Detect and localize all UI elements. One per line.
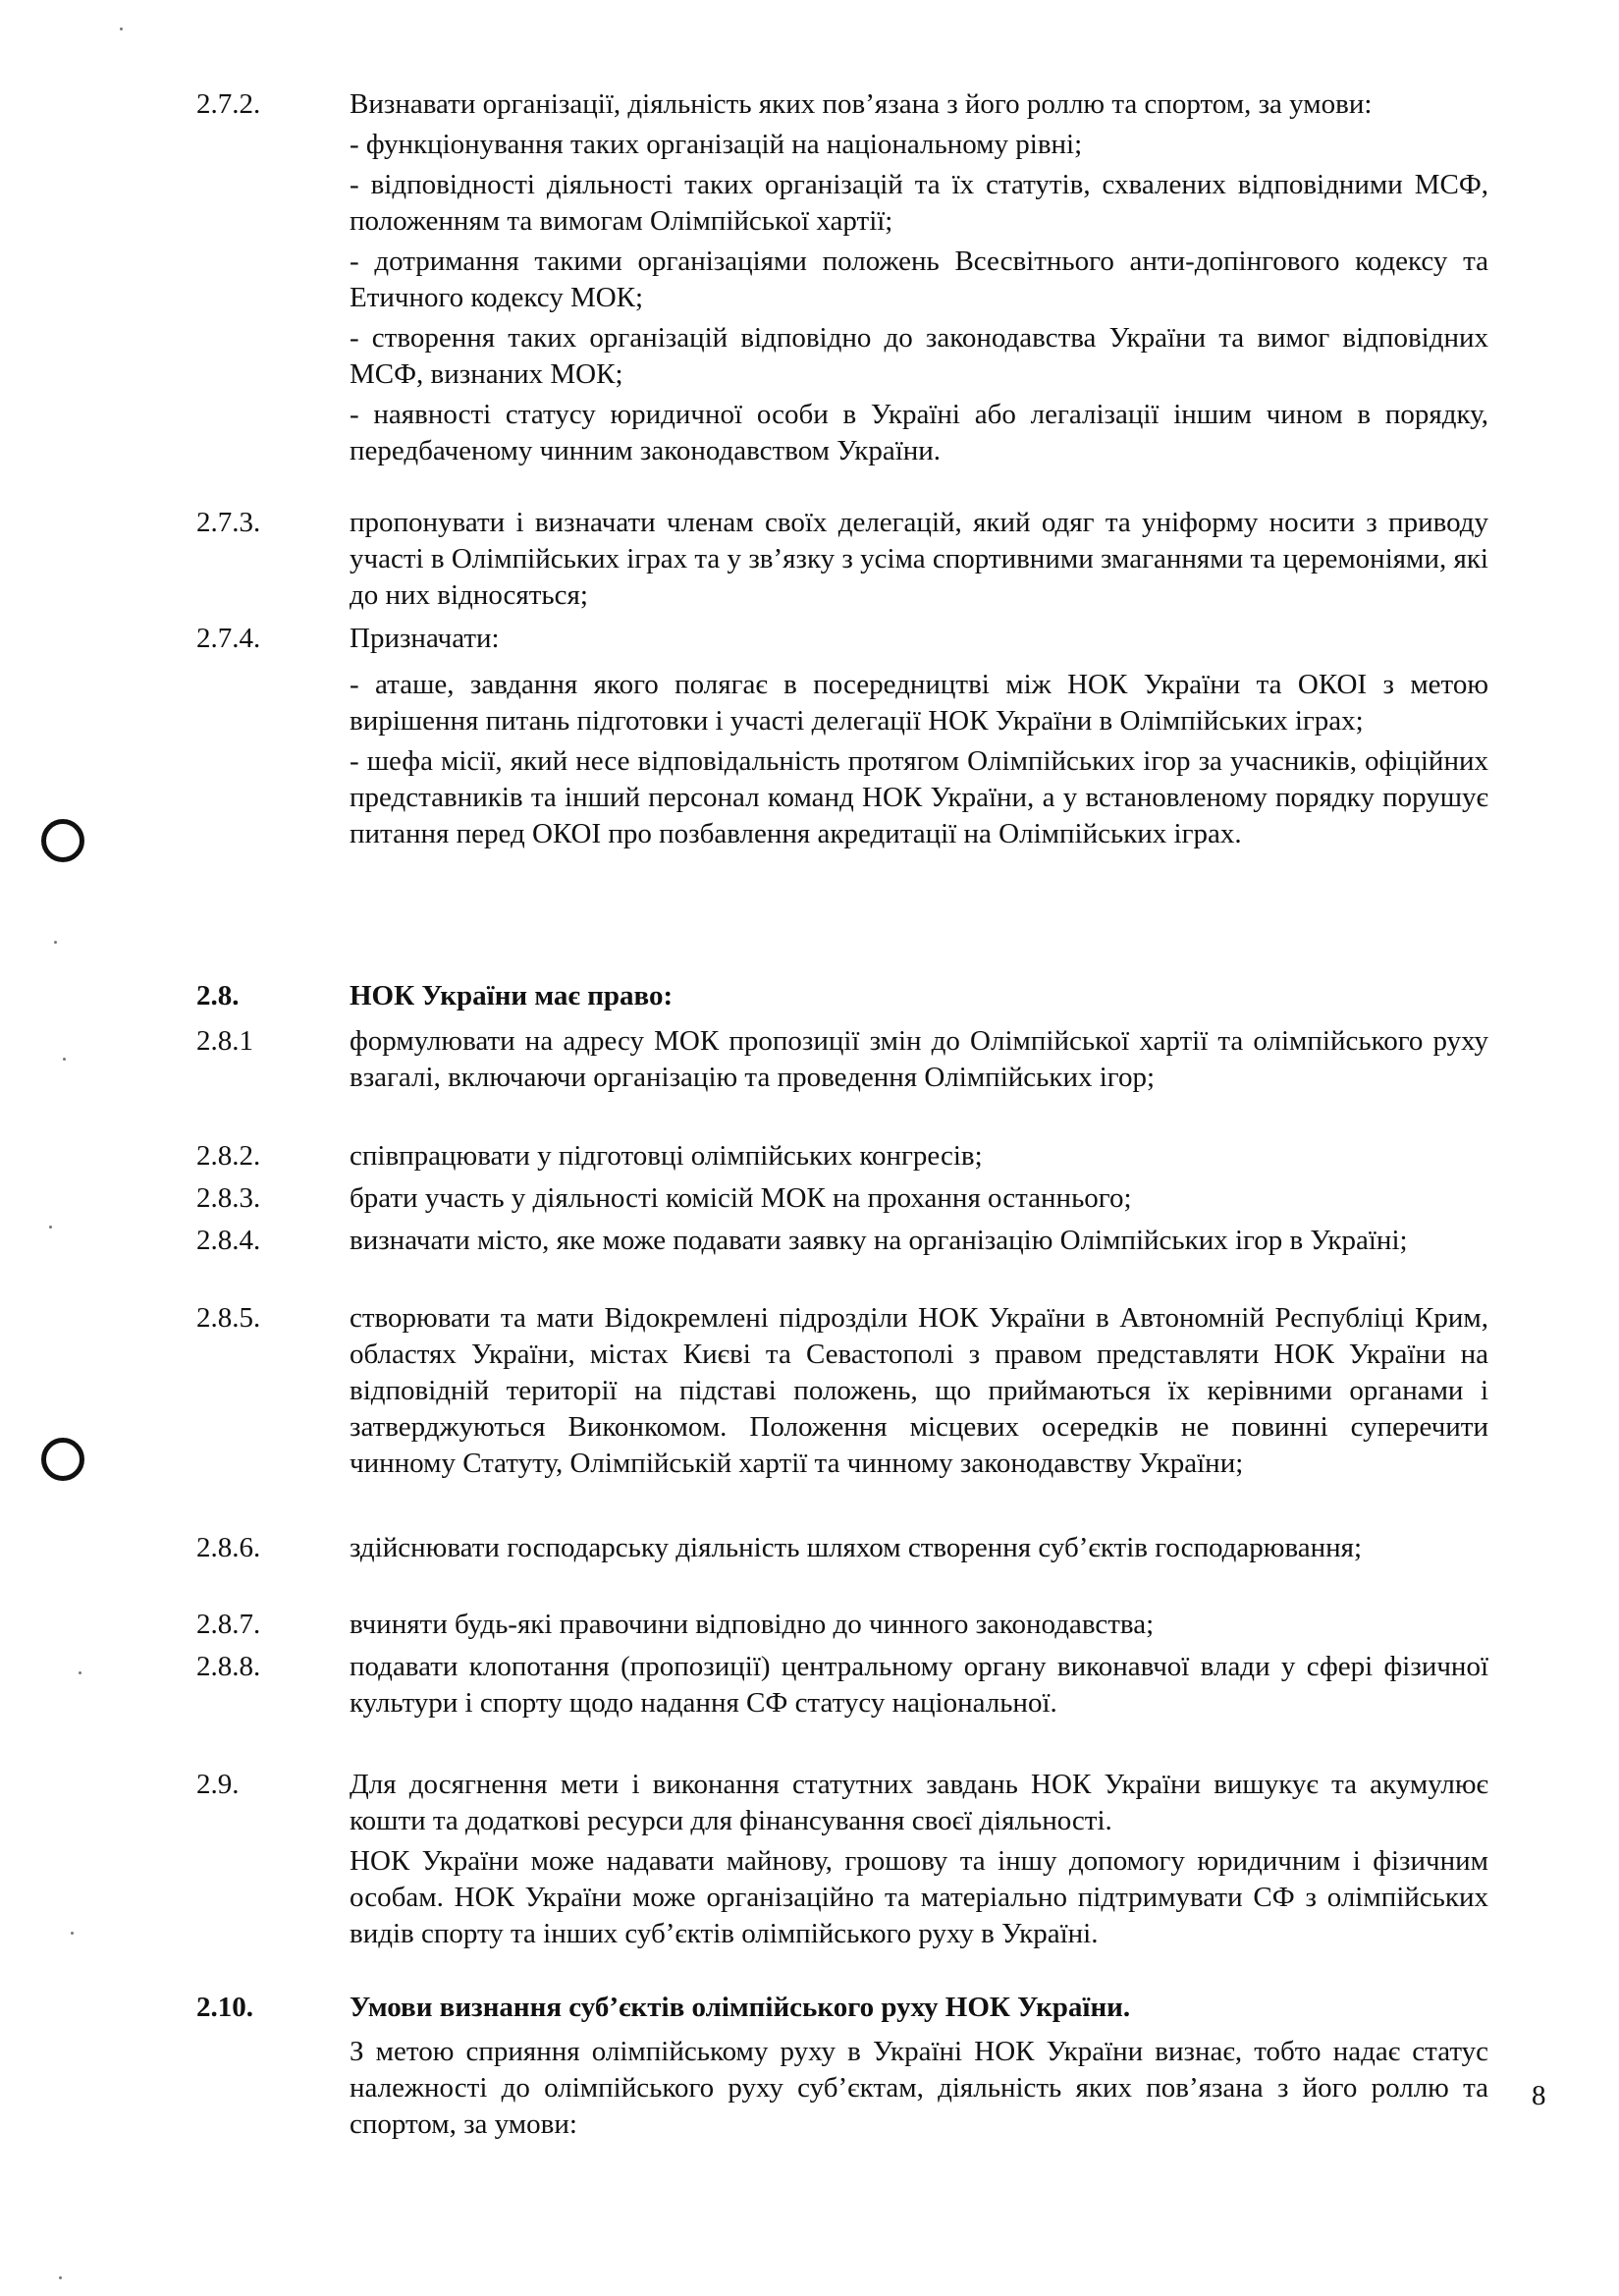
section-text: визначати місто, яке може подавати заявку на організацію Олімпійських ігор в Україні; bbox=[350, 1225, 1408, 1256]
binder-hole-top bbox=[41, 819, 84, 862]
paragraph: Для досягнення мети і виконання статутних завдань НОК України вишукує та акумулює кошти та додаткові ресурси для фінансування своєї діяльності. bbox=[350, 1769, 1488, 1836]
section-text bbox=[350, 1767, 1488, 1956]
section-text bbox=[350, 1990, 1488, 2147]
section-text: співпрацювати у підготовці олімпійських конгресів; bbox=[350, 1140, 983, 1172]
section-text: вчиняти будь-які правочини відповідно до чинного законодавства; bbox=[350, 1609, 1155, 1640]
paragraph: - дотримання такими організаціями положень Всесвітнього анти-допінгового кодексу та Етичного кодексу МОК; bbox=[350, 246, 1488, 313]
scan-speck bbox=[49, 1226, 52, 1229]
section-number: 2.8.8. bbox=[196, 1651, 261, 1682]
section-number: 2.8.3. bbox=[196, 1182, 261, 1214]
scan-speck bbox=[120, 27, 123, 30]
paragraph: пропонувати і визначати членам своїх делегацій, який одяг та уніформу носити з приводу участі в Олімпійських іграх та у зв’язку з усіма спортивними змаганнями та церемоніями, які до них відносяться; bbox=[350, 507, 1488, 611]
section-text bbox=[350, 621, 1488, 856]
section-text: формулювати на адресу МОК пропозиції змін до Олімпійської хартії та олімпійського руху взагалі, включаючи організацію та проведення Олімпійських ігор; bbox=[350, 1025, 1488, 1093]
section-number: 2.8.7. bbox=[196, 1609, 261, 1640]
paragraph: - аташе, завдання якого полягає в посередництві між НОК України та ОКОІ з метою вирішення питань підготовки і участі делегації НОК України в Олімпійських іграх; bbox=[350, 669, 1488, 737]
section-number: 2.7.3. bbox=[196, 507, 261, 538]
paragraph: - створення таких організацій відповідно до законодавства України та вимог відповідних МСФ, визнаних МОК; bbox=[350, 322, 1488, 390]
section-number: 2.8.5. bbox=[196, 1302, 261, 1334]
section-number: 2.10. bbox=[196, 1992, 253, 2023]
page-number: 8 bbox=[1532, 2080, 1546, 2111]
section-number: 2.7.4. bbox=[196, 623, 261, 654]
section-number: 2.8.1 bbox=[196, 1025, 253, 1057]
paragraph: НОК України може надавати майнову, грошову та іншу допомогу юридичним і фізичним особам. НОК України може організаційно та матеріально підтримувати СФ з олімпійських видів спорту та інших суб’єктів олімпійського руху в Україні. bbox=[350, 1845, 1488, 1949]
scan-speck bbox=[71, 1932, 74, 1935]
paragraph: Визнавати організації, діяльність яких пов’язана з його роллю та спортом, за умови: bbox=[350, 88, 1373, 120]
paragraph: - наявності статусу юридичної особи в Україні або легалізації іншим чином в порядку, передбаченому чинним законодавством України. bbox=[350, 399, 1488, 466]
section-number: 2.8. bbox=[196, 980, 240, 1011]
section-text: створювати та мати Відокремлені підрозділи НОК України в Автономній Республіці Крим, областях України, містах Києві та Севастополі з правом представляти НОК України на відповідній території на підставі положень, що приймаються їх керівними органами і затверджуються Виконкомом. Положення місцевих осередків не повинні суперечити чинному Статуту, Олімпійській хартії та чинному законодавству України; bbox=[350, 1302, 1488, 1479]
paragraph: З метою сприяння олімпійському руху в Україні НОК України визнає, тобто надає статус належності до олімпійського руху суб’єктам, діяльність яких пов’язана з його роллю та спортом, за умови: bbox=[350, 2036, 1488, 2140]
paragraph: Призначати: bbox=[350, 623, 500, 654]
section-number: 2.8.2. bbox=[196, 1140, 261, 1172]
scan-speck bbox=[54, 941, 57, 944]
binder-hole-bottom bbox=[41, 1438, 84, 1481]
section-number: 2.9. bbox=[196, 1769, 240, 1800]
section-title: НОК України має право: bbox=[350, 980, 674, 1011]
section-text: брати участь у діяльності комісій МОК на прохання останнього; bbox=[350, 1182, 1132, 1214]
section-number: 2.8.4. bbox=[196, 1225, 261, 1256]
section-text bbox=[350, 86, 1488, 473]
scan-speck bbox=[63, 1058, 66, 1061]
section-title: Умови визнання суб’єктів олімпійського руху НОК України. bbox=[350, 1992, 1131, 2023]
paragraph: - відповідності діяльності таких організацій та їх статутів, схвалених відповідними МСФ, положенням та вимогам Олімпійської хартії; bbox=[350, 169, 1488, 237]
section-text: подавати клопотання (пропозиції) центральному органу виконавчої влади у сфері фізичної культури і спорту щодо надання СФ статусу національної. bbox=[350, 1651, 1488, 1719]
section-number: 2.7.2. bbox=[196, 88, 261, 120]
paragraph: - функціонування таких організацій на національному рівні; bbox=[350, 129, 1083, 160]
scan-speck bbox=[59, 2276, 62, 2279]
section-number: 2.8.6. bbox=[196, 1532, 261, 1563]
section-text: здійснювати господарську діяльність шляхом створення суб’єктів господарювання; bbox=[350, 1532, 1363, 1563]
section-text bbox=[350, 505, 1488, 618]
paragraph: - шефа місії, який несе відповідальність протягом Олімпійських ігор за учасників, офіційних представників та інший персонал команд НОК України, а у встановленому порядку порушує питання перед ОКОІ про позбавлення акредитації на Олімпійських іграх. bbox=[350, 745, 1488, 849]
scan-speck bbox=[79, 1671, 81, 1674]
